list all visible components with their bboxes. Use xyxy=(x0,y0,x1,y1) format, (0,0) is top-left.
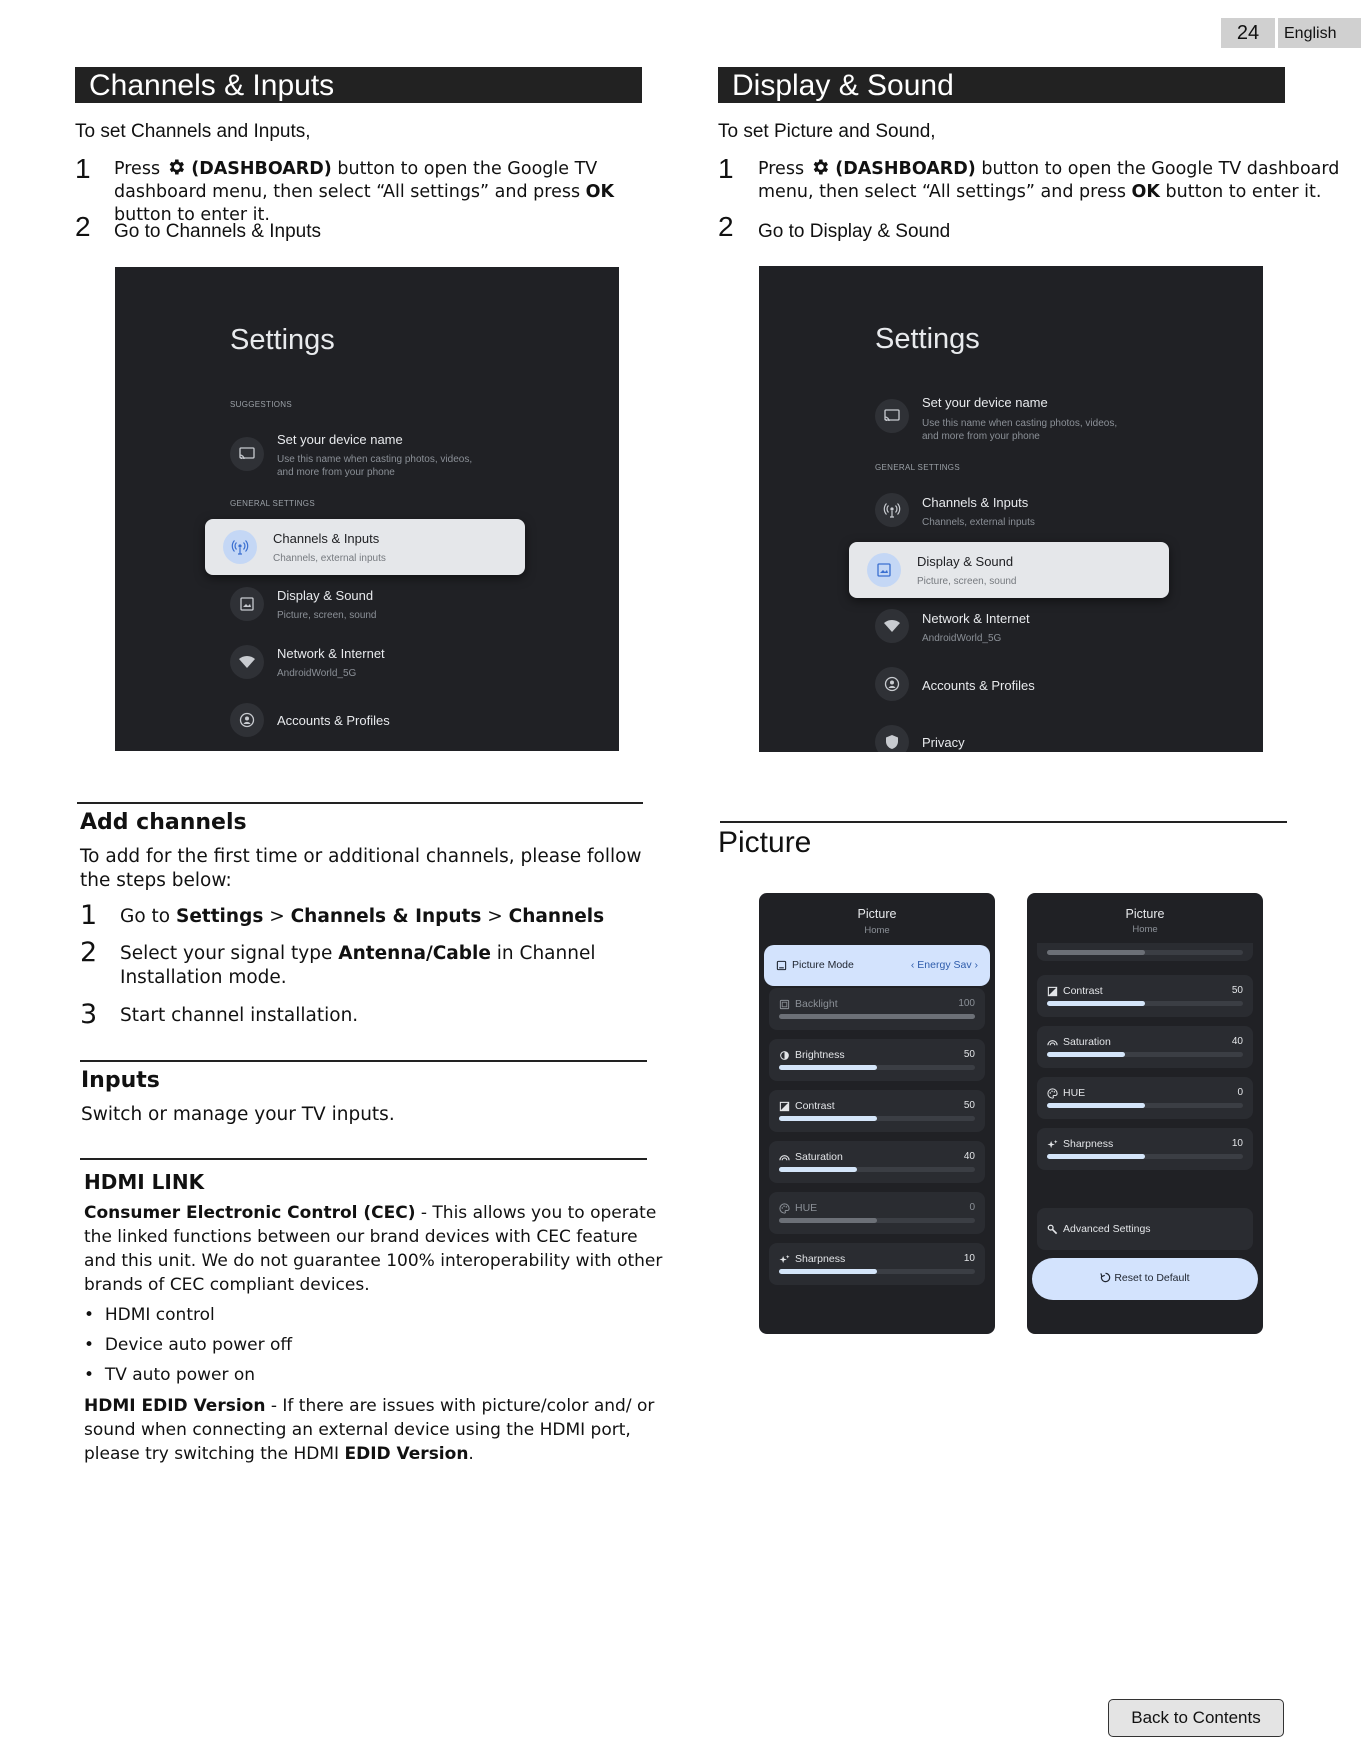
slider-saturation[interactable] xyxy=(769,1141,985,1183)
edid-paragraph: HDMI EDID Version - If there are issues with picture/color and/ or sound when connecting an external device using the HDMI port, please try switching the HDMI EDID Version. xyxy=(84,1396,655,1464)
slider-track[interactable] xyxy=(779,1218,975,1223)
slider-value: 40 xyxy=(1231,1036,1243,1047)
settings-screenshot-channels xyxy=(115,267,619,751)
picture-panel-2 xyxy=(1027,893,1263,1334)
menu-item-label[interactable]: Privacy xyxy=(922,735,965,750)
menu-item-sub: AndroidWorld_5G xyxy=(277,668,357,679)
settings-title: Settings xyxy=(230,324,335,356)
menu-item-label[interactable]: Display & Sound xyxy=(277,588,374,603)
picture-mode-selector[interactable] xyxy=(764,945,990,986)
scrolled-card-partial xyxy=(1037,943,1253,961)
add-step-3: Start channel installation. xyxy=(120,1005,359,1026)
add-channels-intro: To add for the first time or additional channels, please follow the steps below: xyxy=(80,846,642,891)
picture-mode-value: Energy Sav xyxy=(917,959,972,971)
menu-item-sub: Use this name when casting photos, videos, xyxy=(277,454,473,465)
slider-label: Backlight xyxy=(795,998,838,1010)
slider-track[interactable] xyxy=(779,1065,975,1070)
slider-value: 40 xyxy=(963,1151,975,1162)
slider-fill xyxy=(779,1167,857,1172)
divider xyxy=(720,821,1287,823)
slider-fill xyxy=(1047,1052,1125,1057)
menu-item-label[interactable]: Set your device name xyxy=(922,395,1048,410)
slider-fill xyxy=(779,1269,877,1274)
slider-fill xyxy=(779,1065,877,1070)
slider-fill xyxy=(1047,1103,1145,1108)
menu-item-sub: Picture, screen, sound xyxy=(917,576,1017,587)
back-to-contents-button[interactable]: Back to Contents xyxy=(1108,1699,1284,1737)
slider-value: 0 xyxy=(969,1202,975,1213)
slider-fill xyxy=(779,1014,975,1019)
cec-paragraph: Consumer Electronic Control (CEC) - This allows you to operate the linked functions between our brand devices with CEC feature and this unit. We do not guarantee 100% interoperability with other brands of CEC compliant devices. xyxy=(84,1203,663,1295)
slider-label: Sharpness xyxy=(795,1253,846,1265)
slider-value: 50 xyxy=(963,1049,975,1060)
slider-brightness[interactable] xyxy=(769,1039,985,1081)
panel-subtitle: Home xyxy=(864,925,890,936)
hdmi-link-heading: HDMI LINK xyxy=(84,1170,205,1194)
step-number: 1 xyxy=(75,153,91,184)
reset-to-default-button[interactable] xyxy=(1032,1258,1258,1300)
sparkle-icon xyxy=(1047,1139,1058,1150)
inputs-text: Switch or manage your TV inputs. xyxy=(81,1104,395,1125)
channels-intro: To set Channels and Inputs, xyxy=(75,121,311,142)
menu-item-sub: and more from your phone xyxy=(277,467,395,478)
general-settings-caption: GENERAL SETTINGS xyxy=(230,499,315,508)
palette-icon xyxy=(1047,1088,1058,1099)
contrast-icon xyxy=(1047,986,1058,997)
slider-fill xyxy=(779,1218,877,1223)
wifi-icon xyxy=(230,645,264,679)
step-1-text: Press (DASHBOARD) button to open the Google TV dashboard menu, then select “All settings” and press OK button to enter it. xyxy=(758,159,1340,202)
contrast-icon xyxy=(779,1101,790,1112)
slider-track[interactable] xyxy=(779,1269,975,1274)
menu-item-label: Channels & Inputs xyxy=(273,531,380,546)
menu-item-sub: AndroidWorld_5G xyxy=(922,633,1002,644)
slider-track[interactable] xyxy=(779,1116,975,1121)
menu-item-label[interactable]: Channels & Inputs xyxy=(922,495,1029,510)
step-number: 2 xyxy=(718,211,734,242)
menu-item-sub: Channels, external inputs xyxy=(922,517,1035,528)
wifi-icon xyxy=(875,609,909,643)
slider-fill xyxy=(1047,1154,1145,1159)
step-number: 2 xyxy=(80,937,98,968)
account-icon xyxy=(875,667,909,701)
backlight-icon xyxy=(779,999,790,1010)
divider xyxy=(80,1158,647,1160)
settings-title: Settings xyxy=(875,323,980,355)
slider-track[interactable] xyxy=(1047,1154,1243,1159)
menu-item-sub: Picture, screen, sound xyxy=(277,610,377,621)
account-icon xyxy=(230,703,264,737)
slider-track[interactable] xyxy=(779,1167,975,1172)
slider-backlight[interactable] xyxy=(769,988,985,1030)
divider xyxy=(77,802,643,804)
menu-item-label[interactable]: Network & Internet xyxy=(922,611,1030,626)
slider-value: 10 xyxy=(1231,1138,1243,1149)
gear-icon xyxy=(810,157,830,177)
step-2-text: Go to Display & Sound xyxy=(758,221,951,242)
slider-hue[interactable] xyxy=(1037,1077,1253,1119)
slider-label: Saturation xyxy=(1063,1036,1111,1048)
step-number: 1 xyxy=(718,153,734,184)
slider-sharpness[interactable] xyxy=(769,1243,985,1285)
picture-heading: Picture xyxy=(718,826,812,859)
slider-value: 50 xyxy=(963,1100,975,1111)
chevron-left-icon[interactable]: ‹ xyxy=(910,959,918,971)
picture-mode-label: Picture Mode xyxy=(792,959,854,971)
slider-saturation[interactable] xyxy=(1037,1026,1253,1068)
inputs-heading: Inputs xyxy=(81,1068,160,1093)
menu-item-sub: and more from your phone xyxy=(922,431,1040,442)
gear-icon xyxy=(166,157,186,177)
suggestions-caption: SUGGESTIONS xyxy=(230,400,292,409)
page-number: 24 xyxy=(1221,18,1275,48)
menu-item-label[interactable]: Accounts & Profiles xyxy=(922,678,1035,693)
slider-value: 100 xyxy=(958,998,975,1009)
saturation-icon xyxy=(779,1152,790,1163)
tv-icon xyxy=(776,960,787,971)
brightness-icon xyxy=(779,1050,790,1061)
shield-icon xyxy=(875,725,909,752)
slider-sharpness[interactable] xyxy=(1037,1128,1253,1170)
general-settings-caption: GENERAL SETTINGS xyxy=(875,463,960,472)
advanced-settings-label: Advanced Settings xyxy=(1063,1223,1151,1235)
menu-item-label[interactable]: Set your device name xyxy=(277,432,403,447)
add-step-2: Select your signal type Antenna/Cable in Channel Installation mode. xyxy=(120,943,596,988)
slider-hue[interactable] xyxy=(769,1192,985,1234)
saturation-icon xyxy=(1047,1037,1058,1048)
display-intro: To set Picture and Sound, xyxy=(718,121,936,142)
step-number: 2 xyxy=(75,211,91,242)
step-2-text: Go to Channels & Inputs xyxy=(114,221,322,242)
add-channels-heading: Add channels xyxy=(80,810,247,835)
display-sound-heading: Display & Sound xyxy=(718,67,1285,103)
step-number: 3 xyxy=(80,999,98,1030)
panel-title: Picture xyxy=(1125,907,1165,921)
bullet-item: • HDMI control xyxy=(84,1305,215,1325)
slider-track[interactable] xyxy=(1047,1052,1243,1057)
slider-track[interactable] xyxy=(1047,1103,1243,1108)
slider-label: HUE xyxy=(795,1202,818,1214)
image-icon xyxy=(867,553,901,587)
slider-label: Sharpness xyxy=(1063,1138,1114,1150)
slider-fill xyxy=(779,1116,877,1121)
cast-icon xyxy=(875,399,909,433)
slider-contrast[interactable] xyxy=(1037,975,1253,1017)
palette-icon xyxy=(779,1203,790,1214)
bullet-item: • TV auto power on xyxy=(84,1365,256,1385)
cast-icon xyxy=(230,437,264,471)
slider-value: 50 xyxy=(1231,985,1243,996)
menu-item-sub: Use this name when casting photos, videos, xyxy=(922,418,1118,429)
bullet-item: • Device auto power off xyxy=(84,1335,293,1355)
antenna-icon xyxy=(875,493,909,527)
slider-label: Brightness xyxy=(795,1049,845,1061)
channels-inputs-heading: Channels & Inputs xyxy=(75,67,642,103)
slider-label: HUE xyxy=(1063,1087,1086,1099)
slider-value: 10 xyxy=(963,1253,975,1264)
slider-contrast[interactable] xyxy=(769,1090,985,1132)
menu-item-label: Display & Sound xyxy=(917,554,1014,569)
add-step-1: Go to Settings > Channels & Inputs > Channels xyxy=(120,906,605,927)
slider-fill xyxy=(1047,1001,1145,1006)
reset-icon xyxy=(1100,1272,1111,1283)
wrench-icon xyxy=(1047,1224,1058,1235)
panel-subtitle: Home xyxy=(1132,924,1158,935)
panel-title: Picture xyxy=(857,907,897,921)
slider-track[interactable] xyxy=(779,1014,975,1019)
slider-label: Contrast xyxy=(1063,985,1103,997)
sparkle-icon xyxy=(779,1254,790,1265)
advanced-settings-button[interactable] xyxy=(1037,1208,1253,1250)
image-icon xyxy=(230,587,264,621)
menu-item-label[interactable]: Accounts & Profiles xyxy=(277,713,390,728)
slider-label: Saturation xyxy=(795,1151,843,1163)
language-tab[interactable]: English xyxy=(1278,18,1361,48)
settings-screenshot-display xyxy=(759,266,1263,752)
picture-panel-1 xyxy=(759,893,995,1334)
menu-item-sub: Channels, external inputs xyxy=(273,553,386,564)
menu-item-label[interactable]: Network & Internet xyxy=(277,646,385,661)
menu-item-display-sound-selected[interactable] xyxy=(849,542,1169,598)
step-number: 1 xyxy=(80,900,98,931)
slider-track[interactable] xyxy=(1047,1001,1243,1006)
reset-label: Reset to Default xyxy=(1114,1272,1190,1284)
step-1-text: Press (DASHBOARD) button to open the Google TV dashboard menu, then select “All settings” and press OK button to enter it. xyxy=(114,159,615,225)
slider-label: Contrast xyxy=(795,1100,835,1112)
antenna-icon xyxy=(223,530,257,564)
menu-item-channels-inputs-selected[interactable] xyxy=(205,519,525,575)
slider-value: 0 xyxy=(1237,1087,1243,1098)
chevron-right-icon[interactable]: › xyxy=(971,959,978,971)
divider xyxy=(80,1060,647,1062)
